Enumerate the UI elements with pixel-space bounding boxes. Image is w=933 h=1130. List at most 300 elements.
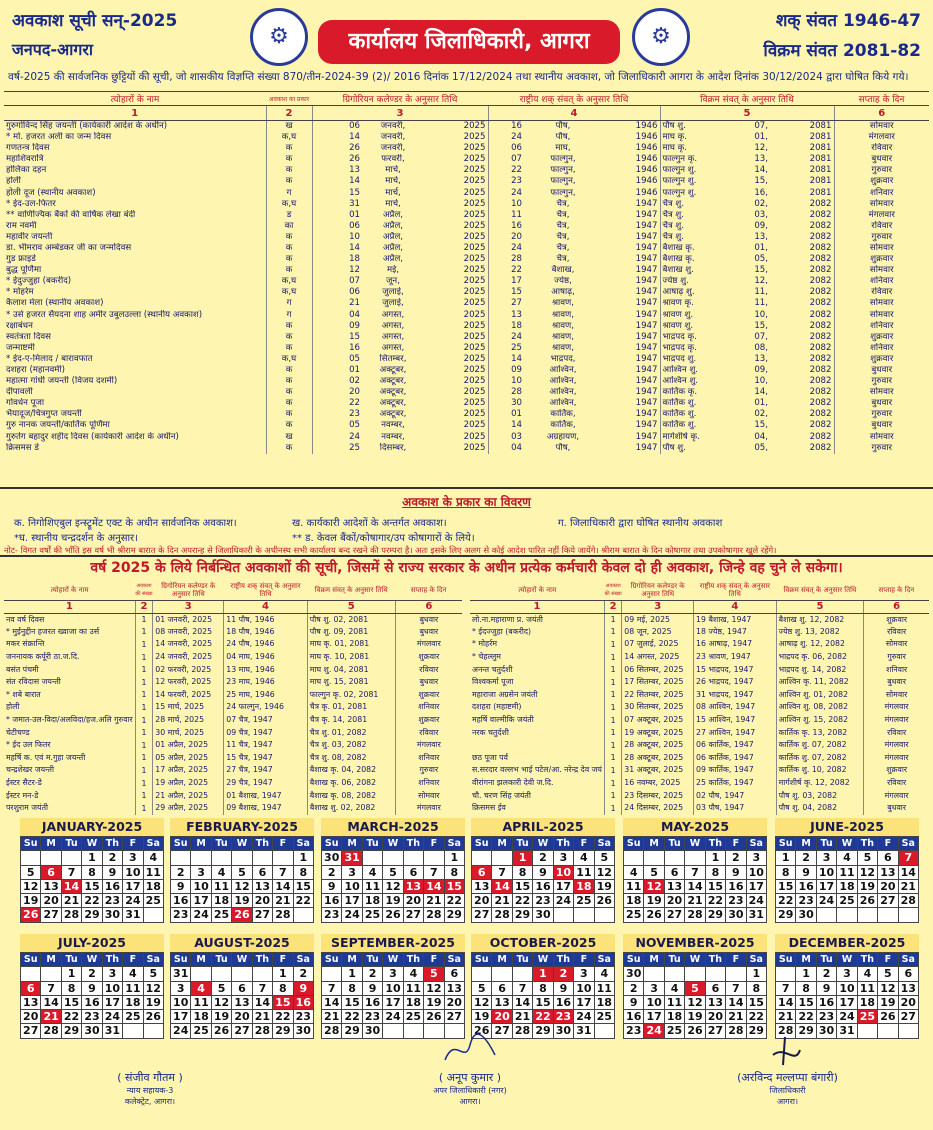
calendar-day: 2 xyxy=(171,866,191,880)
table-cell: जननायक कर्पूरी ठा.ज.दि. xyxy=(6,652,80,662)
table-cell: चैत्र शु. xyxy=(660,210,724,221)
table-cell: 22 xyxy=(488,165,524,176)
calendar-day: 24 xyxy=(747,894,767,908)
table-cell: 2025 xyxy=(463,376,486,387)
table-cell: 2025 xyxy=(463,331,486,342)
table-cell: 30 मार्च, 2025 xyxy=(153,726,224,739)
table-cell: 1 xyxy=(604,613,621,626)
table-cell: 2025 xyxy=(463,398,486,409)
calendar-day: 3 xyxy=(554,851,574,865)
table-cell: रविवार xyxy=(864,626,929,639)
table-cell: 1946 xyxy=(635,176,658,187)
calendar-day: 27 xyxy=(706,1024,726,1038)
table-row xyxy=(470,663,929,676)
calendar-day: 13 xyxy=(878,866,898,880)
calendar-day: 7 xyxy=(899,851,919,865)
table-cell: रविवार xyxy=(834,221,929,232)
calendar-day: 16 xyxy=(817,996,837,1010)
weekday-header: M xyxy=(796,953,816,967)
calendar-day: 24 xyxy=(817,894,837,908)
calendar-day xyxy=(232,967,252,981)
table-row xyxy=(4,199,929,210)
calendar-day: 22 xyxy=(706,894,726,908)
table-cell: 1947 xyxy=(635,365,658,376)
table-cell: क xyxy=(266,176,312,187)
table-cell: आश्विन शु. xyxy=(660,365,724,376)
table-cell: 27 चैत्र, 1947 xyxy=(224,764,308,777)
calendar-day: 19 xyxy=(232,894,252,908)
calendar-day: 30 xyxy=(796,908,816,922)
table-cell: 13 xyxy=(312,165,362,176)
table-cell: कार्तिक, xyxy=(550,409,576,420)
calendar-day: 4 xyxy=(837,851,857,865)
table-cell: क xyxy=(266,376,312,387)
weekday-header: F xyxy=(574,953,594,967)
calendar-day: 13 xyxy=(41,880,61,894)
calendar-day: 1 xyxy=(445,851,465,865)
table-cell: 21 xyxy=(312,298,362,309)
table-cell: 1946 xyxy=(635,121,658,131)
calendar-day: 8 xyxy=(747,982,767,996)
table-cell: 1 xyxy=(604,689,621,702)
table-cell: 30 सितम्बर, 2025 xyxy=(622,701,694,714)
table-cell: शुक्रवार xyxy=(395,714,462,727)
calendar-day: 1 xyxy=(62,967,82,981)
calendar-day: 18 xyxy=(837,880,857,894)
calendar-day xyxy=(878,908,898,922)
table-cell: अनन्त चतुर्दशी xyxy=(472,664,513,674)
weekday-header: Th xyxy=(103,837,123,851)
legend-section xyxy=(0,487,933,557)
calendar-day xyxy=(685,967,705,981)
calendar-day: 22 xyxy=(62,1010,82,1024)
calendar-day: 7 xyxy=(273,866,293,880)
table-cell: 1946 xyxy=(635,132,658,143)
signatory-office: कलेक्ट्रेट, आगरा। xyxy=(124,1097,176,1106)
table-cell: महात्मा गांधी जयन्ती (विजय दशमी) xyxy=(6,376,118,387)
calendar-day: 16 xyxy=(82,996,102,1010)
table-cell: चैत्र, xyxy=(556,220,570,231)
calendar-day: 24 xyxy=(644,1024,664,1038)
calendar-day: 24 xyxy=(103,1010,123,1024)
notice-text: वर्ष-2025 की सार्वजनिक छुट्टियों की सूची, जो शासकीय विज्ञप्ति संख्या 870/तीन-2024-39 (2)/ 2016 दिनांक 17/12/2024 तथा स्थानीय अवकाश, जो जिलाधिकारी आगरा के आदेश दिनांक 30/12/2024 द्वारा घोषित किये गये। xyxy=(8,71,909,83)
table-cell: अक्टूबर, xyxy=(379,398,407,409)
signatory-name: ( अनूप कुमार ) xyxy=(438,1071,502,1084)
month-grid xyxy=(321,836,465,923)
calendar-day: 27 xyxy=(492,1024,512,1038)
table-cell: 14, xyxy=(754,165,768,176)
table-cell: चेटीचण्ड xyxy=(6,727,30,737)
weekday-header: Tu xyxy=(363,953,383,967)
calendar-day: 23 xyxy=(796,894,816,908)
table-cell: रविवार xyxy=(834,287,929,298)
table-cell: मंगलवार xyxy=(864,701,929,714)
calendar-day: 8 xyxy=(273,982,293,996)
weekday-header: F xyxy=(273,837,293,851)
table-cell: कार्तिक शु. xyxy=(660,409,724,420)
table-cell: * शबे बारात xyxy=(6,689,41,699)
calendar-day: 13 xyxy=(232,996,252,1010)
weekday-header: Sa xyxy=(445,953,465,967)
weekday-header: W xyxy=(383,837,403,851)
calendar-day: 31 xyxy=(574,1024,594,1038)
table-cell: 1 xyxy=(604,752,621,765)
calendar-day: 10 xyxy=(747,866,767,880)
table-cell: महर्षि वाल्मीकि जयंती xyxy=(472,715,534,725)
table-cell: जनवरी, xyxy=(380,132,406,143)
calendar-day: 7 xyxy=(424,866,444,880)
table-cell: 15 xyxy=(488,287,524,298)
weekday-header: Su xyxy=(472,837,492,851)
table-cell: मई, xyxy=(386,265,400,276)
table-cell: मंगलवार xyxy=(395,802,462,815)
calendar-day: 2 xyxy=(624,982,644,996)
calendar-day: 24 xyxy=(383,1010,403,1024)
calendar-day: 11 xyxy=(837,866,857,880)
calendar-day: 14 xyxy=(685,880,705,894)
table-cell: 2025 xyxy=(463,298,486,309)
table-row xyxy=(4,343,929,354)
table-cell: 1 xyxy=(604,701,621,714)
calendar-day: 9 xyxy=(817,982,837,996)
calendar-day: 20 xyxy=(445,996,465,1010)
table-cell: बैशाख शु. 02, 2082 xyxy=(307,802,395,815)
legend-item: *घ. स्थानीय चन्द्रदर्शन के अनुसार। xyxy=(14,533,138,544)
calendar-day: 18 xyxy=(404,996,424,1010)
table-cell: 05, xyxy=(754,254,768,265)
weekday-header: F xyxy=(424,837,444,851)
table-cell: भाद्रपद कृ. 06, 2082 xyxy=(776,651,864,664)
calendar-day: 12 xyxy=(232,880,252,894)
table-cell: चैत्र, xyxy=(556,198,570,209)
weekday-header: M xyxy=(41,837,61,851)
calendar-day: 30 xyxy=(533,908,553,922)
table-cell: 21 अप्रैल, 2025 xyxy=(153,789,224,802)
col-header: विक्रम संवत् के अनुसार तिथि xyxy=(660,92,834,106)
table-cell: क xyxy=(266,365,312,376)
calendar-day: 2 xyxy=(726,851,746,865)
calendar-day xyxy=(665,967,685,981)
table-cell: 1 xyxy=(135,789,152,802)
table-cell: * ईद-उल-फितर xyxy=(6,198,56,209)
table-cell: कार्तिक कृ. xyxy=(660,387,724,398)
table-cell: 1947 xyxy=(635,220,658,231)
weekday-header: Tu xyxy=(817,837,837,851)
table-cell: क xyxy=(266,409,312,420)
table-cell: बुद्ध पूर्णिमा xyxy=(6,265,42,276)
signatory-name: (अरविन्द मल्लप्पा बंगारी) xyxy=(737,1071,838,1084)
table-cell: 2082 xyxy=(809,353,832,364)
calendar-day: 25 xyxy=(837,894,857,908)
table-cell: पौष शु. 02, 2081 xyxy=(307,613,395,626)
calendar-day: 18 xyxy=(858,996,878,1010)
table-row xyxy=(4,764,462,777)
table-cell: 14 xyxy=(312,176,362,187)
calendar-day: 10 xyxy=(342,880,362,894)
calendar-day xyxy=(858,908,878,922)
table-cell: 14 xyxy=(488,354,524,365)
weekday-header: Su xyxy=(21,953,41,967)
table-cell: गुरुवार xyxy=(864,651,929,664)
calendar-day: 15 xyxy=(62,996,82,1010)
table-cell: क xyxy=(266,265,312,276)
calendar-day: 30 xyxy=(624,967,644,981)
calendar-day: 27 xyxy=(41,908,61,922)
calendar-day: 23 xyxy=(322,908,342,922)
calendar-day xyxy=(624,851,644,865)
table-cell: फाल्गुन शु. xyxy=(660,187,724,198)
table-cell: 2025 xyxy=(463,409,486,420)
table-cell: पौष शु. 04, 2082 xyxy=(776,802,864,815)
table-cell: ज्येष्ठ शु. 13, 2082 xyxy=(776,626,864,639)
table-row xyxy=(4,701,462,714)
calendar-day: 10 xyxy=(554,866,574,880)
calendar-day: 15 xyxy=(342,996,362,1010)
weekday-header: M xyxy=(191,837,211,851)
table-cell: * ईद-ए-मिलाद / बारावफात xyxy=(6,353,93,364)
calendar-day: 27 xyxy=(899,1010,919,1024)
calendar-day: 1 xyxy=(706,851,726,865)
month-title: JUNE-2025 xyxy=(775,818,919,836)
table-cell: श्रावण, xyxy=(551,331,575,342)
weekday-header: M xyxy=(342,837,362,851)
table-cell: 1946 xyxy=(635,154,658,165)
calendar-day: 20 xyxy=(232,1010,252,1024)
signatory-name: ( संजीव गौतम ) xyxy=(117,1071,183,1084)
table-cell: क,घ xyxy=(266,199,312,210)
table-cell: बुधवार xyxy=(395,676,462,689)
table-cell: 1947 xyxy=(635,254,658,265)
month-grid xyxy=(471,836,615,923)
table-cell: भाद्रपद कृ. xyxy=(660,343,724,354)
calendar-day: 11 xyxy=(123,982,143,996)
calendar-day: 28 xyxy=(41,1024,61,1038)
calendar-day xyxy=(424,851,444,865)
calendar-day: 26 xyxy=(878,1010,898,1024)
table-cell: फाल्गुन, xyxy=(550,165,576,176)
calendar-day: 4 xyxy=(212,866,232,880)
weekday-header: Tu xyxy=(513,837,533,851)
calendar-day: 28 xyxy=(513,1024,533,1038)
table-cell: 1 xyxy=(135,613,152,626)
calendar-day: 6 xyxy=(899,967,919,981)
calendar-day: 28 xyxy=(899,894,919,908)
col-header: त्योहारों के नाम xyxy=(4,92,266,106)
calendar-day: 19 xyxy=(595,880,615,894)
calendar-day: 29 xyxy=(82,908,102,922)
calendar-day xyxy=(322,967,342,981)
calendar-day: 28 xyxy=(62,908,82,922)
table-cell: माघ कृ. xyxy=(660,132,724,143)
calendar-day xyxy=(513,967,533,981)
calendar-day: 9 xyxy=(294,982,314,996)
calendar-day: 22 xyxy=(513,894,533,908)
calendar-day: 1 xyxy=(747,967,767,981)
calendar-day: 12 xyxy=(685,996,705,1010)
weekday-header: Sa xyxy=(294,953,314,967)
table-row xyxy=(4,676,462,689)
calendar-day: 4 xyxy=(191,982,211,996)
calendar-day: 25 xyxy=(624,908,644,922)
calendar-day: 24 xyxy=(342,908,362,922)
table-cell: 1947 xyxy=(635,398,658,409)
table-cell: 2081 xyxy=(809,121,832,131)
table-cell xyxy=(470,739,604,752)
table-cell: होली दूज (स्थानीय अवकाश) xyxy=(6,187,96,198)
table-cell: 10, xyxy=(754,376,768,387)
calendar-day: 15 xyxy=(82,880,102,894)
table-cell: आश्विन शु. 15, 2082 xyxy=(776,714,864,727)
calendar-day: 26 xyxy=(144,1010,164,1024)
table-cell: पौष शु. xyxy=(660,121,724,133)
calendar-day: 16 xyxy=(294,996,314,1010)
table-row xyxy=(4,777,462,790)
table-cell: मंगलवार xyxy=(395,739,462,752)
table-cell: 2082 xyxy=(809,220,832,231)
calendar-day: 22 xyxy=(796,1010,816,1024)
calendar-day xyxy=(253,967,273,981)
calendar-day xyxy=(726,967,746,981)
calendar-day: 10 xyxy=(644,996,664,1010)
calendar-day: 1 xyxy=(342,967,362,981)
table-cell: अगस्त, xyxy=(381,331,405,342)
month-calendar xyxy=(170,934,314,1039)
calendar-day: 6 xyxy=(41,866,61,880)
calendar-day: 28 xyxy=(685,908,705,922)
calendar-day: 19 xyxy=(383,894,403,908)
header-vikram-samvat: विक्रम संवत 2081-82 xyxy=(763,41,921,61)
table-cell: राम नवमी xyxy=(6,220,37,231)
table-cell: 1947 xyxy=(635,198,658,209)
calendar-day: 14 xyxy=(273,880,293,894)
calendar-day: 14 xyxy=(41,996,61,1010)
table-cell: 28 मार्च, 2025 xyxy=(153,714,224,727)
table-cell: नवम्बर, xyxy=(381,431,405,442)
calendar-day: 8 xyxy=(776,866,796,880)
table-cell: गुड फ्राइडे xyxy=(6,254,36,265)
calendar-day: 15 xyxy=(513,880,533,894)
table-cell: क xyxy=(266,243,312,254)
calendar-day: 18 xyxy=(212,894,232,908)
table-cell: 15, xyxy=(754,320,768,331)
table-cell: 1947 xyxy=(635,331,658,342)
calendar-day: 26 xyxy=(21,908,41,922)
table-row xyxy=(470,739,929,752)
table-cell: 09 xyxy=(488,365,524,376)
calendar-day: 2 xyxy=(554,967,574,981)
calendar-day: 17 xyxy=(191,894,211,908)
table-cell: शनिवार xyxy=(834,187,929,198)
calendar-day: 5 xyxy=(144,967,164,981)
table-cell: 13 माघ, 1946 xyxy=(224,663,308,676)
table-cell: रविवार xyxy=(864,777,929,790)
table-cell: चौ. चरण सिंह जयंती xyxy=(472,790,531,800)
col-header: सप्ताह के दिन xyxy=(395,580,462,600)
table-cell: 03 xyxy=(488,432,524,443)
weekday-header: F xyxy=(726,953,746,967)
calendar-day: 29 xyxy=(513,908,533,922)
table-cell: फाल्गुन, xyxy=(550,176,576,187)
calendar-day: 16 xyxy=(554,996,574,1010)
calendar-day: 15 xyxy=(294,880,314,894)
calendar-day: 20 xyxy=(899,996,919,1010)
calendar-day: 19 xyxy=(472,1010,492,1024)
month-grid xyxy=(321,952,465,1039)
table-cell: फाल्गुन शु. xyxy=(660,176,724,187)
table-cell: चैत्र शु. 01, 2082 xyxy=(307,726,395,739)
table-cell: महाराजा अग्रसेन जयंती xyxy=(472,689,538,699)
weekday-header: Su xyxy=(776,837,796,851)
table-row xyxy=(4,321,929,332)
table-cell: रक्षाबंधन xyxy=(6,320,33,331)
table-cell: 14 xyxy=(488,420,524,431)
table-cell: जनवरी, xyxy=(380,121,406,131)
calendar-day: 4 xyxy=(665,982,685,996)
table-cell: 1947 xyxy=(635,409,658,420)
table-cell: 2025 xyxy=(463,342,486,353)
table-cell: 16 xyxy=(312,343,362,354)
table-cell: शनिवार xyxy=(834,276,929,287)
table-cell: रविवार xyxy=(834,143,929,154)
table-cell: पौष शु. xyxy=(660,443,724,454)
table-cell: 29 चैत्र, 1947 xyxy=(224,777,308,790)
table-cell: 2082 xyxy=(809,198,832,209)
table-cell: पौष शु. 03, 2082 xyxy=(776,789,864,802)
calendar-day xyxy=(685,851,705,865)
table-row xyxy=(4,210,929,221)
table-cell: आश्विन, xyxy=(549,387,577,398)
weekday-header: Su xyxy=(171,837,191,851)
table-cell: बैशाख कृ. 06, 2082 xyxy=(307,777,395,790)
table-cell: मार्गशीर्ष कृ. xyxy=(660,432,724,443)
calendar-day: 15 xyxy=(776,880,796,894)
table-cell: आश्विन कृ. 11, 2082 xyxy=(776,676,864,689)
table-cell: क xyxy=(266,143,312,154)
calendar-day: 26 xyxy=(383,908,403,922)
table-row xyxy=(4,398,929,409)
weekday-header: F xyxy=(878,953,898,967)
header-left-title: अवकाश सूची सन्-2025 xyxy=(12,11,178,31)
table-row xyxy=(4,154,929,165)
weekday-header: W xyxy=(82,837,102,851)
table-cell: कार्तिक शु. xyxy=(660,398,724,409)
table-cell: दिसम्बर, xyxy=(379,442,407,453)
calendar-day: 8 xyxy=(533,982,553,996)
col-number: 2 xyxy=(604,600,621,613)
table-cell: बैशाख कृ. xyxy=(660,254,724,265)
calendar-day: 18 xyxy=(624,894,644,908)
month-grid xyxy=(775,952,919,1039)
table-row xyxy=(4,121,929,133)
calendar-day xyxy=(858,1024,878,1038)
calendar-day: 21 xyxy=(322,1010,342,1024)
table-cell: आश्विन शु. 01, 2082 xyxy=(776,689,864,702)
table-row xyxy=(4,613,462,626)
table-cell: शुक्रवार xyxy=(864,613,929,626)
col-number: 3 xyxy=(622,600,694,613)
table-cell: विश्वकर्मा पूजा xyxy=(472,677,514,687)
calendar-day: 5 xyxy=(424,967,444,981)
table-cell: सोमवार xyxy=(834,199,929,210)
month-title: AUGUST-2025 xyxy=(170,934,314,952)
table-cell: 2082 xyxy=(809,209,832,220)
table-cell: 1 xyxy=(604,714,621,727)
calendar-day xyxy=(776,967,796,981)
table-cell: 25 xyxy=(488,343,524,354)
table-cell: शुक्रवार xyxy=(834,254,929,265)
calendar-day: 21 xyxy=(492,894,512,908)
calendar-day: 21 xyxy=(253,1010,273,1024)
